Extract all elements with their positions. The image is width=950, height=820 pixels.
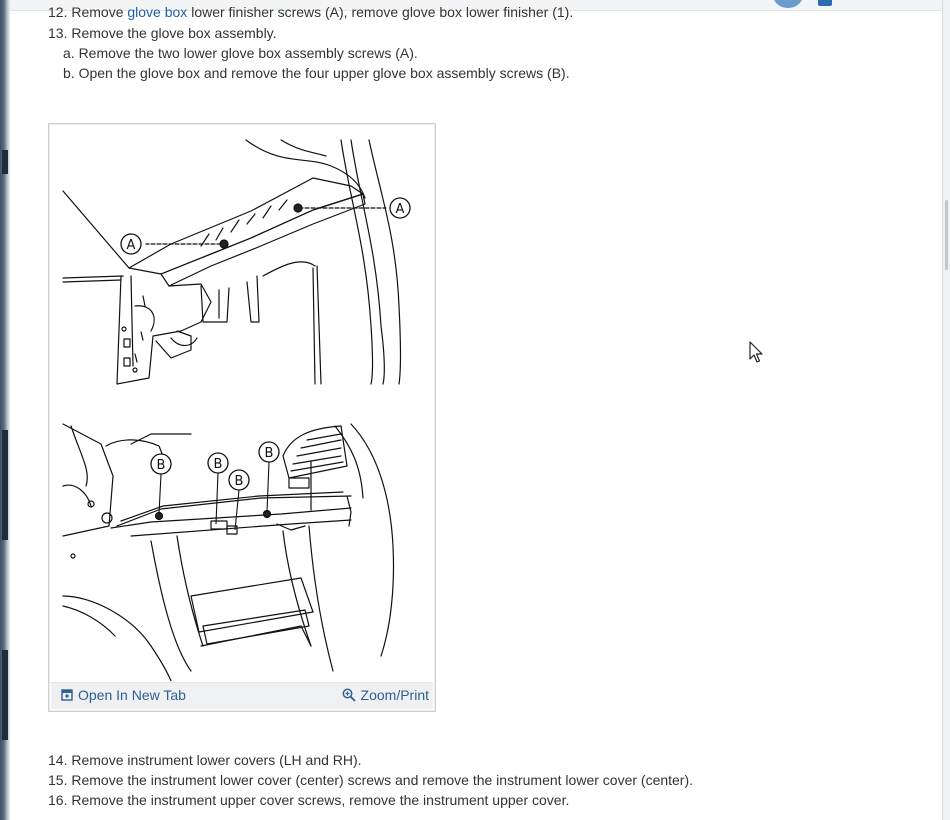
- open-in-new-tab-label: Open In New Tab: [78, 687, 186, 703]
- step-16: 16. Remove the instrument upper cover screws, remove the instrument upper cover.: [48, 792, 570, 808]
- edge-mark: [2, 150, 8, 174]
- step-12-text: 12. Remove: [48, 4, 128, 20]
- step-13b: b. Open the glove box and remove the four upper glove box assembly screws (B).: [63, 65, 570, 81]
- svg-text:B: B: [156, 458, 166, 473]
- glove-box-diagram: [51, 126, 433, 681]
- step-15: 15. Remove the instrument lower cover (center) screws and remove the instrument lower cover (center).: [48, 772, 694, 788]
- callout-b-4: [259, 442, 279, 512]
- illustration: [51, 126, 433, 683]
- avatar[interactable]: [773, 0, 803, 8]
- callout-a-left: [121, 234, 141, 254]
- figure-footer: [51, 682, 433, 709]
- svg-text:B: B: [264, 446, 274, 461]
- step-14: 14. Remove instrument lower covers (LH and RH).: [48, 752, 362, 768]
- window-left-edge: [0, 0, 10, 820]
- step-12: [48, 3, 573, 21]
- scrollbar-thumb[interactable]: [945, 200, 948, 270]
- edge-mark: [2, 430, 8, 540]
- new-tab-icon: [61, 689, 73, 701]
- callout-a-right: [390, 198, 410, 218]
- svg-text:A: A: [126, 238, 136, 253]
- svg-text:A: A: [395, 202, 405, 217]
- step-13: 13. Remove the glove box assembly.: [48, 25, 277, 41]
- zoom-print-label: Zoom/Print: [360, 687, 429, 703]
- zoom-icon: [342, 688, 356, 702]
- glove-box-link[interactable]: glove box: [127, 4, 188, 20]
- app-icon[interactable]: [818, 0, 832, 6]
- zoom-print-button[interactable]: [342, 687, 429, 703]
- edge-mark: [2, 650, 8, 740]
- open-in-new-tab-button[interactable]: [61, 687, 186, 703]
- callout-b-2: [208, 453, 228, 524]
- illustration-figure: [48, 123, 436, 712]
- svg-text:B: B: [234, 474, 244, 489]
- scrollbar[interactable]: [942, 0, 950, 820]
- mouse-cursor-icon: [748, 341, 764, 365]
- step-12-text-end: lower finisher screws (A), remove glove box lower finisher (1).: [187, 4, 574, 20]
- step-13a: a. Remove the two lower glove box assembly screws (A).: [63, 45, 418, 61]
- svg-text:B: B: [213, 457, 223, 472]
